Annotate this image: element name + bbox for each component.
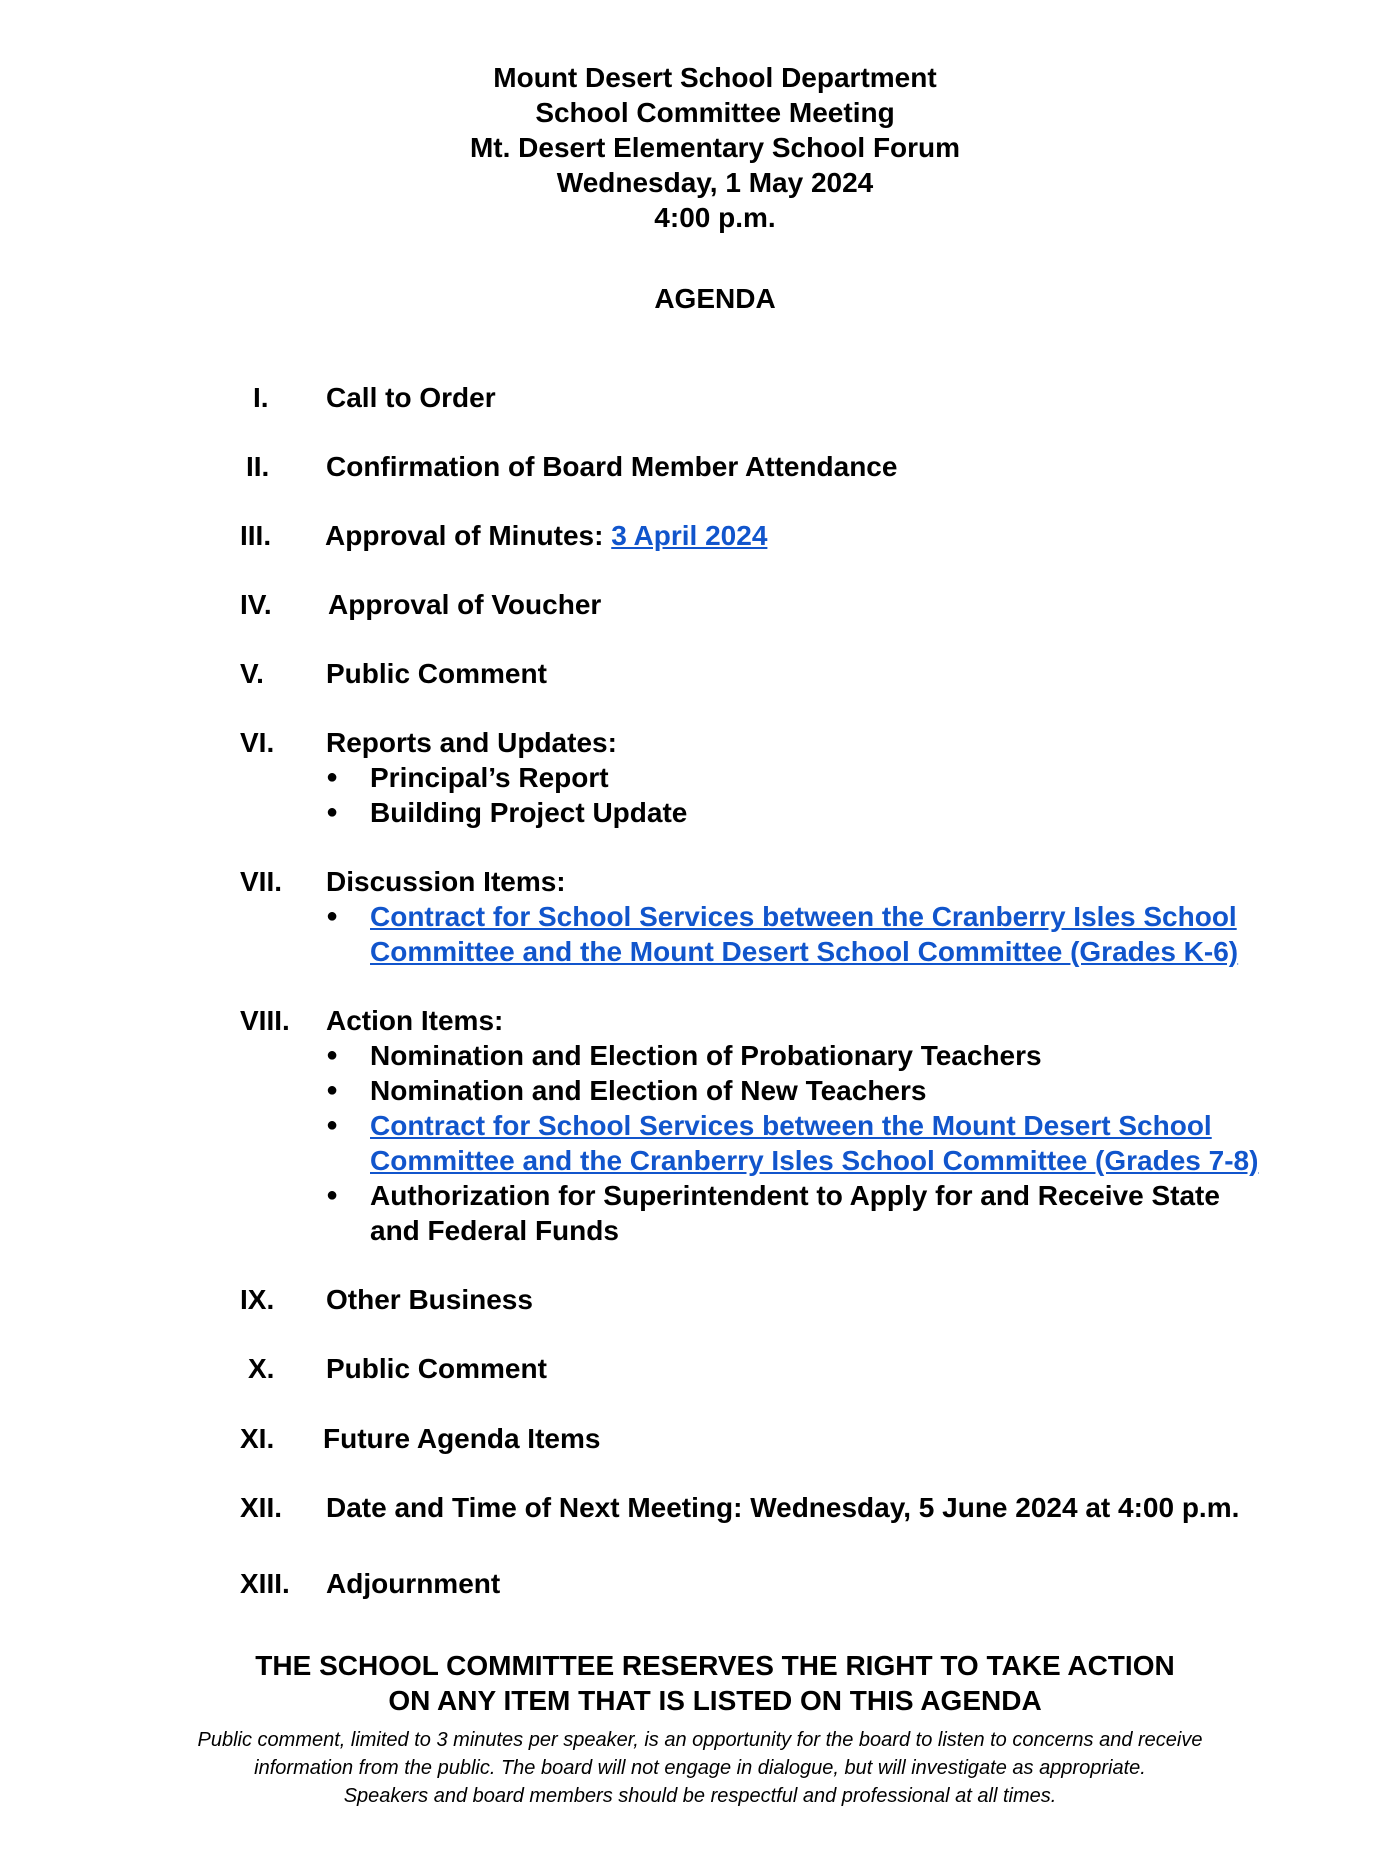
item-number: XII.: [240, 1492, 283, 1523]
subitem-label: Principal’s Report: [370, 762, 609, 793]
item-number: VII.: [240, 866, 283, 897]
item-number: IX.: [240, 1284, 275, 1315]
contract-7-8-link[interactable]: Contract for School Services between the Mount Desert School: [370, 1110, 1212, 1141]
footnote-line: Speakers and board members should be respectful and professional at all times.: [343, 1785, 1057, 1807]
item-number: XIII.: [240, 1568, 290, 1599]
contract-k6-link[interactable]: Contract for School Services between the Cranberry Isles School: [370, 901, 1237, 932]
agenda-title: AGENDA: [654, 283, 776, 314]
action-notice: [0, 1648, 1400, 1718]
bullet-icon: ●: [326, 1114, 339, 1136]
subitem-label: Nomination and Election of New Teachers: [370, 1075, 927, 1106]
contract-k6-link-continued[interactable]: Committee and the Mount Desert School Committee (Grades K-6): [370, 936, 1239, 967]
bullet-icon: ●: [326, 1079, 339, 1101]
footnote-line: Public comment, limited to 3 minutes per speaker, is an opportunity for the board to listen to concerns and receive: [197, 1729, 1203, 1751]
item-label: Public Comment: [326, 658, 547, 689]
subitem-label: Authorization for Superintendent to Apply for and Receive State: [370, 1180, 1220, 1211]
bullet-icon: ●: [326, 1184, 339, 1206]
department-name: Mount Desert School Department: [493, 62, 937, 93]
notice-line: ON ANY ITEM THAT IS LISTED ON THIS AGENDA: [388, 1685, 1042, 1716]
item-label: Adjournment: [326, 1568, 501, 1599]
meeting-time: 4:00 p.m.: [654, 202, 776, 233]
bullet-icon: ●: [326, 905, 339, 927]
item-label: Public Comment: [326, 1353, 547, 1384]
bullet-icon: ●: [326, 766, 339, 788]
item-number: I.: [253, 382, 269, 413]
item-label: Approval of Voucher: [328, 589, 602, 620]
item-number: IV.: [240, 589, 272, 620]
item-number: VI.: [240, 727, 275, 758]
bullet-icon: ●: [326, 1044, 339, 1066]
notice-line: THE SCHOOL COMMITTEE RESERVES THE RIGHT TO TAKE ACTION: [255, 1650, 1175, 1681]
minutes-link[interactable]: 3 April 2024: [611, 520, 768, 551]
footnote-line: information from the public. The board will not engage in dialogue, but will investigate as appropriate.: [254, 1757, 1146, 1779]
item-label: Action Items:: [326, 1005, 504, 1036]
item-number: II.: [246, 451, 270, 482]
item-label: Discussion Items:: [326, 866, 566, 897]
item-label: Future Agenda Items: [323, 1423, 601, 1454]
item-label-text: Approval of Minutes:: [325, 520, 604, 551]
item-number: XI.: [240, 1423, 275, 1454]
subitem-label: Nomination and Election of Probationary Teachers: [370, 1040, 1042, 1071]
item-number: VIII.: [240, 1005, 290, 1036]
subitem-label: and Federal Funds: [370, 1215, 619, 1246]
item-label: Reports and Updates:: [326, 727, 617, 758]
item-number: V.: [240, 658, 264, 689]
document-header: [0, 60, 1400, 235]
item-label: Confirmation of Board Member Attendance: [326, 451, 898, 482]
subitem-label: Building Project Update: [370, 797, 688, 828]
item-number: X.: [248, 1353, 275, 1384]
bullet-icon: ●: [326, 801, 339, 823]
item-label: Call to Order: [326, 382, 496, 413]
item-label: [325, 518, 767, 553]
item-number: III.: [240, 520, 272, 551]
contract-7-8-link-continued[interactable]: Committee and the Cranberry Isles School Committee (Grades 7-8): [370, 1145, 1259, 1176]
public-comment-note: [0, 1726, 1400, 1810]
meeting-name: School Committee Meeting: [535, 97, 895, 128]
meeting-date: Wednesday, 1 May 2024: [556, 167, 874, 198]
item-label: Date and Time of Next Meeting: Wednesday, 5 June 2024 at 4:00 p.m.: [326, 1492, 1240, 1523]
meeting-location: Mt. Desert Elementary School Forum: [469, 132, 961, 163]
item-label: Other Business: [326, 1284, 533, 1315]
